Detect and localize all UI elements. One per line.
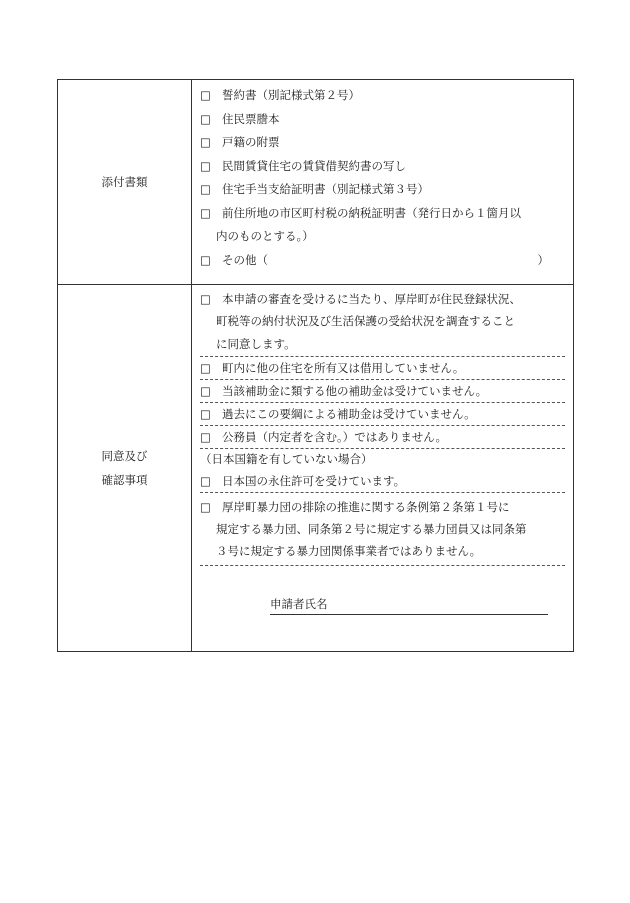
applicant-name-field[interactable]	[270, 596, 548, 615]
consent-item-line[interactable]	[200, 357, 565, 379]
attachment-item-label: 戸籍の附票	[222, 135, 280, 149]
checkbox[interactable]: □	[200, 361, 211, 375]
checkbox[interactable]: □	[200, 182, 211, 196]
consent-note: （日本国籍を有していない場合）	[200, 452, 373, 466]
attachment-item-resident-record[interactable]	[200, 108, 565, 132]
consent-text: 本申請の審査を受けるに当たり、厚岸町が住民登録状況、	[222, 292, 521, 306]
consent-label-line1: 同意及び	[101, 449, 148, 463]
consent-item-line[interactable]	[200, 288, 565, 310]
checkbox[interactable]: □	[200, 384, 211, 398]
attachment-item-label: 前住所地の市区町村税の納税証明書（発行日から１箇月以	[222, 205, 521, 220]
consent-item-line[interactable]	[200, 426, 565, 448]
consent-text-cont: 規定する暴力団、同条第２号に規定する暴力団員又は同条第	[216, 522, 527, 536]
attachment-item-tax-certificate[interactable]	[200, 202, 565, 226]
consent-text-cont: 町税等の納付状況及び生活保護の受給状況を調査すること	[216, 314, 515, 328]
attachment-item-label: 民間賃貸住宅の賃貸借契約書の写し	[222, 158, 406, 173]
checkbox[interactable]: □	[200, 407, 211, 421]
consent-label-line2: 確認事項	[101, 473, 148, 487]
consent-text-cont: ３号に規定する暴力団関係事業者ではありません。	[216, 544, 482, 558]
consent-row	[58, 284, 573, 651]
consent-item-line[interactable]	[200, 496, 565, 518]
consent-item-no-other-housing	[200, 357, 565, 380]
consent-text: 当該補助金に類する他の補助金は受けていません。	[222, 384, 488, 398]
applicant-name-label: 申請者氏名	[270, 596, 328, 611]
checkbox[interactable]: □	[200, 111, 211, 126]
consent-item-line[interactable]	[200, 470, 565, 492]
attachment-item-pledge[interactable]	[200, 84, 565, 108]
attachments-row	[58, 80, 573, 284]
consent-item-not-civil-servant	[200, 426, 565, 449]
consent-text: 過去にこの要綱による補助金は受けていません。	[222, 407, 476, 421]
consent-text: 町内に他の住宅を所有又は借用していません。	[222, 361, 465, 375]
attachment-item-housing-allowance[interactable]	[200, 178, 565, 202]
consent-text: 日本国の永住許可を受けています。	[222, 474, 406, 488]
other-label: その他（	[222, 252, 268, 267]
checkbox[interactable]: □	[200, 88, 211, 102]
checkbox[interactable]: □	[200, 135, 211, 149]
attachment-item-family-register[interactable]	[200, 131, 565, 155]
consent-text: 厚岸町暴力団の排除の推進に関する条例第２条第１号に	[222, 500, 510, 514]
attachment-item-label: 誓約書（別記様式第２号）	[222, 88, 360, 102]
attachments-list	[192, 80, 573, 284]
consent-item-no-similar-subsidy	[200, 380, 565, 403]
attachments-label: 添付書類	[101, 175, 148, 189]
attachment-item-continuation: 内のものとする。）	[216, 229, 314, 243]
checkbox[interactable]: □	[200, 292, 211, 306]
checkbox[interactable]: □	[200, 500, 211, 514]
attachment-item-other[interactable]	[200, 249, 565, 273]
checkbox[interactable]: □	[200, 474, 211, 488]
checkbox[interactable]: □	[200, 430, 211, 444]
attachment-item-lease-contract[interactable]	[200, 155, 565, 179]
consent-item-permanent-residence	[200, 449, 565, 493]
consent-item-anti-gang	[200, 493, 565, 566]
consent-label-cell	[58, 285, 192, 651]
signature-area	[192, 566, 573, 642]
attachment-item-label: 住民票謄本	[222, 111, 280, 126]
attachments-label-cell	[58, 80, 192, 284]
checkbox[interactable]: □	[200, 252, 211, 267]
checkbox[interactable]: □	[200, 158, 211, 173]
consent-text: 公務員（内定者を含む。）ではありません。	[222, 430, 447, 444]
application-form-table	[57, 79, 574, 652]
consent-item-line[interactable]	[200, 403, 565, 425]
consent-text-cont: に同意します。	[216, 337, 296, 351]
other-input-field[interactable]	[268, 249, 538, 273]
consent-item-no-prior-subsidy	[200, 403, 565, 426]
consent-item-investigation	[200, 285, 565, 357]
consent-list	[192, 285, 573, 651]
other-close-paren: ）	[537, 252, 549, 267]
consent-item-line[interactable]	[200, 380, 565, 402]
attachment-item-label: 住宅手当支給証明書（別記様式第３号）	[222, 182, 429, 196]
checkbox[interactable]: □	[200, 205, 211, 220]
